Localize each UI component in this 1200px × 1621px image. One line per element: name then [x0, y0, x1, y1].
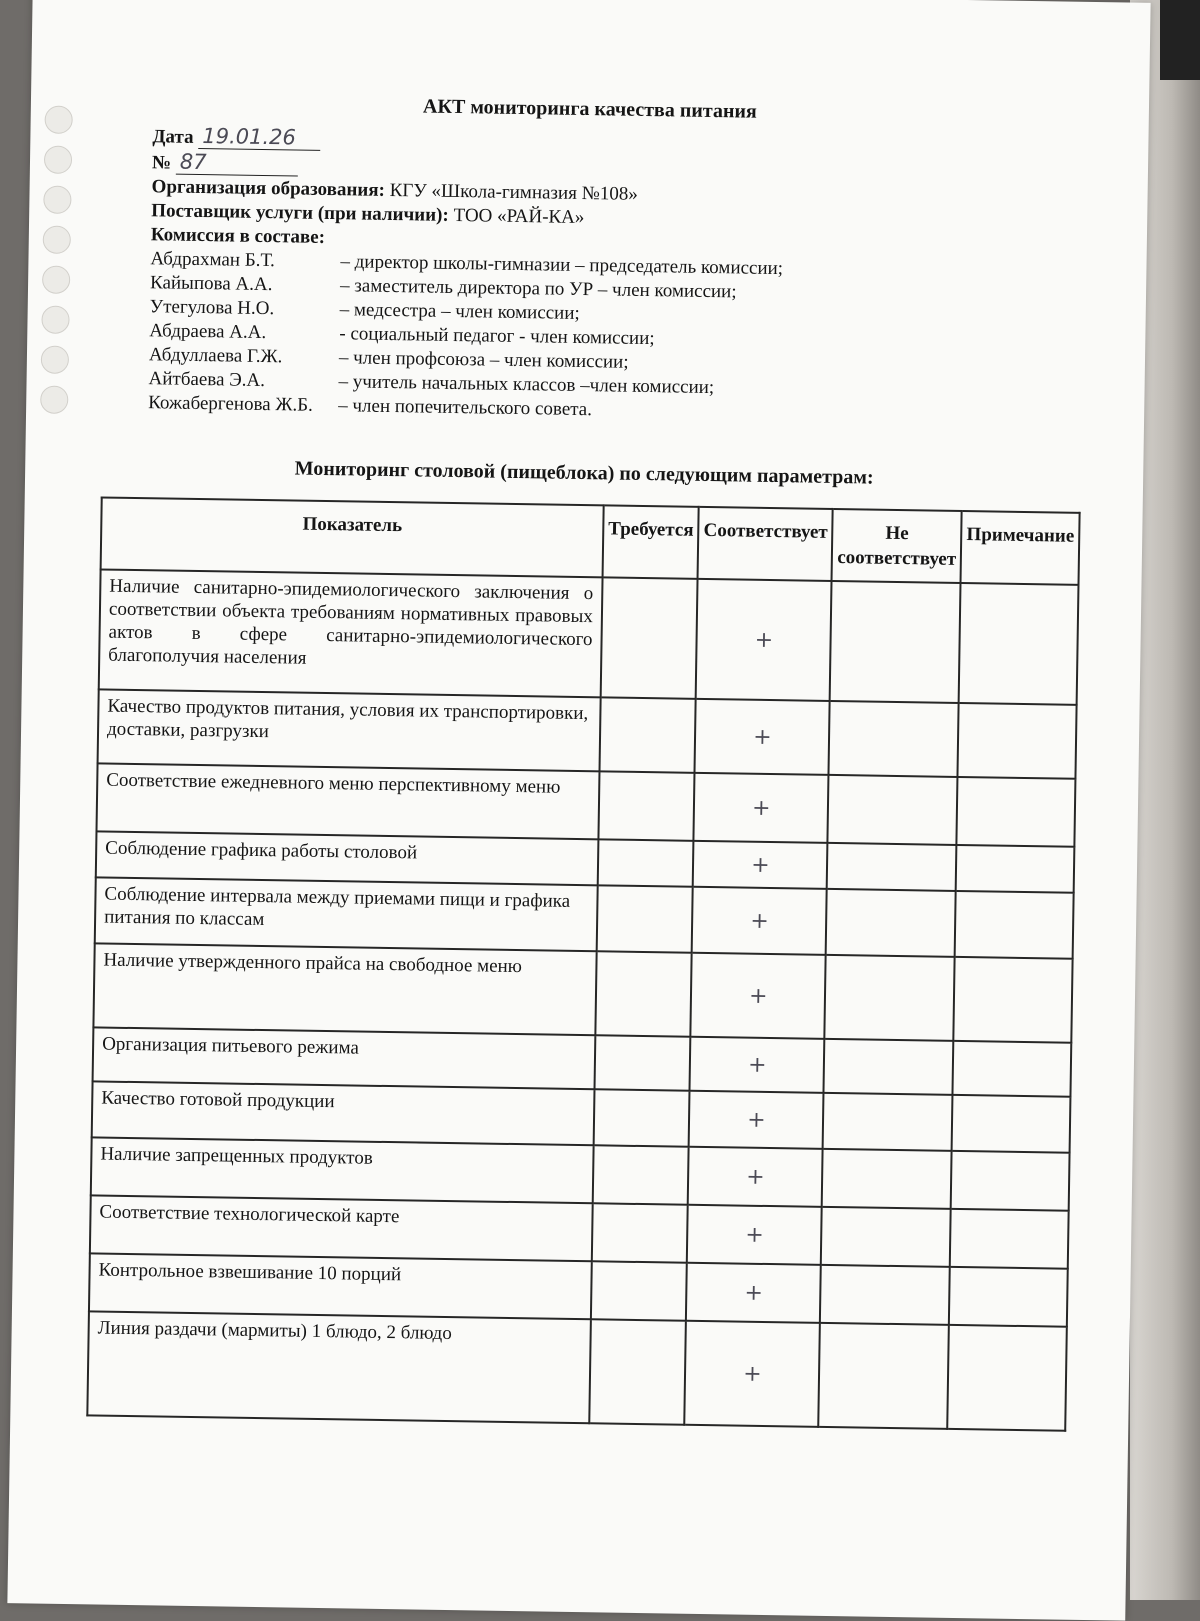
not-complies-cell: [827, 843, 957, 891]
required-cell: [589, 1319, 686, 1424]
header-not-complies: Не соответствует: [832, 509, 962, 583]
member-role: - социальный педагог - член комиссии;: [339, 323, 655, 350]
not-complies-cell: [820, 1265, 950, 1325]
not-complies-cell: [830, 581, 961, 703]
required-cell: [594, 1089, 690, 1146]
document-header-info: [148, 123, 785, 425]
note-cell: [953, 1041, 1072, 1097]
member-name: Кайыпова А.А.: [149, 272, 273, 296]
complies-mark: +: [689, 1091, 824, 1149]
indicator-cell: Соблюдение графика работы столовой: [96, 831, 599, 885]
note-cell: [958, 703, 1077, 779]
date-label: Дата: [152, 126, 194, 148]
indicator-cell: Организация питьевого режима: [93, 1027, 596, 1089]
supplier-value: ТОО «РАЙ-КА»: [453, 204, 585, 229]
member-name: Кожабергенова Ж.Б.: [148, 392, 314, 416]
required-cell: [593, 1145, 689, 1204]
member-name: Абдраева А.А.: [149, 320, 267, 344]
not-complies-cell: [823, 1093, 953, 1151]
complies-mark: +: [693, 841, 828, 889]
member-name: Утегулова Н.О.: [149, 296, 275, 320]
section-subtitle: Мониторинг столовой (пищеблока) по следующим параметрам:: [294, 457, 874, 489]
note-cell: [952, 1095, 1071, 1153]
complies-mark: +: [695, 699, 830, 775]
complies-mark: +: [687, 1205, 822, 1265]
commission-label: Комиссия в составе:: [150, 224, 326, 248]
table-row: [87, 1311, 1067, 1430]
note-cell: [959, 583, 1079, 705]
note-cell: [954, 957, 1073, 1043]
note-cell: [949, 1267, 1068, 1327]
complies-mark: +: [688, 1147, 823, 1207]
complies-mark: +: [691, 953, 826, 1039]
punch-hole: [40, 385, 68, 413]
member-role: – учитель начальных классов –член комиссии;: [338, 371, 715, 399]
not-complies-cell: [829, 701, 959, 777]
indicator-cell: Линия раздачи (мармиты) 1 блюдо, 2 блюдо: [87, 1311, 591, 1423]
required-cell: [595, 951, 692, 1036]
not-complies-cell: [822, 1149, 952, 1209]
punch-hole: [41, 345, 69, 373]
indicator-cell: Наличие запрещенных продуктов: [91, 1137, 594, 1203]
note-cell: [957, 777, 1076, 847]
required-cell: [599, 697, 696, 772]
not-complies-cell: [819, 1323, 949, 1429]
indicator-cell: Соответствие технологической карте: [90, 1195, 593, 1261]
indicator-cell: Наличие утвержденного прайса на свободное меню: [93, 943, 596, 1035]
not-complies-cell: [821, 1207, 951, 1267]
punch-hole: [44, 146, 72, 174]
complies-mark: +: [692, 887, 827, 955]
indicator-cell: Качество готовой продукции: [92, 1081, 595, 1145]
member-name: Абдуллаева Г.Ж.: [148, 344, 283, 368]
required-cell: [597, 885, 693, 952]
not-complies-cell: [826, 889, 956, 957]
organization-label: Организация образования:: [151, 176, 386, 201]
complies-mark: +: [685, 1321, 821, 1427]
note-cell: [955, 891, 1074, 959]
table-row: [99, 569, 1079, 704]
header-complies: Соответствует: [698, 507, 833, 581]
header-required: Требуется: [602, 505, 698, 578]
desk-object: [1160, 0, 1200, 80]
member-name: Айтбаева Э.А.: [148, 368, 266, 392]
required-cell: [591, 1261, 687, 1320]
number-value: 87: [176, 150, 298, 177]
table-row: [93, 943, 1072, 1042]
required-cell: [592, 1203, 688, 1262]
required-cell: [601, 577, 698, 698]
indicator-cell: Качество продуктов питания, условия их транспортировки, доставки, разгрузки: [98, 689, 601, 771]
member-role: – заместитель директора по УР – член комиссии;: [339, 275, 737, 303]
punch-hole: [42, 266, 70, 294]
punch-hole: [43, 186, 71, 214]
member-role: – медсестра – член комиссии;: [339, 299, 580, 324]
monitoring-table: [86, 496, 1080, 1431]
required-cell: [598, 839, 694, 886]
complies-mark: +: [694, 773, 829, 843]
header-indicator: Показатель: [101, 497, 604, 577]
note-cell: [951, 1151, 1070, 1211]
punch-hole: [43, 226, 71, 254]
punch-hole: [41, 305, 69, 333]
member-role: – член профсоюза – член комиссии;: [338, 347, 629, 373]
complies-mark: +: [696, 579, 832, 701]
complies-mark: +: [690, 1037, 825, 1093]
required-cell: [598, 771, 694, 840]
member-role: – директор школы-гимназии – председатель комиссии;: [340, 251, 784, 280]
indicator-cell: Контрольное взвешивание 10 порций: [89, 1253, 592, 1319]
member-name: Абдрахман Б.Т.: [150, 248, 276, 272]
indicator-cell: Соответствие ежедневного меню перспективному меню: [96, 763, 599, 839]
number-label: №: [151, 152, 172, 174]
complies-mark: +: [686, 1263, 821, 1323]
not-complies-cell: [825, 955, 955, 1041]
note-cell: [950, 1209, 1069, 1269]
organization-value: КГУ «Школа-гимназия №108»: [389, 179, 638, 205]
indicator-cell: Соблюдение интервала между приемами пищи и графика питания по классам: [95, 877, 598, 951]
table-body: [87, 569, 1078, 1430]
not-complies-cell: [828, 775, 958, 845]
member-role: – член попечительского совета.: [338, 395, 593, 421]
document-sheet: [7, 0, 1150, 1621]
date-value: 19.01.26: [198, 124, 320, 151]
note-cell: [956, 845, 1074, 893]
indicator-cell: Наличие санитарно-эпидемиологического заключения о соответствии объекта требованиям нормативных правовых актов в сфере санитарно-эпидемиологического благополучия населения: [99, 569, 603, 697]
document-title: АКТ мониторинга качества питания: [422, 95, 757, 123]
supplier-label: Поставщик услуги (при наличии):: [151, 200, 449, 226]
note-cell: [947, 1325, 1066, 1431]
not-complies-cell: [824, 1039, 954, 1095]
header-note: Примечание: [961, 511, 1080, 585]
required-cell: [594, 1035, 690, 1090]
commission-members: [148, 247, 783, 425]
